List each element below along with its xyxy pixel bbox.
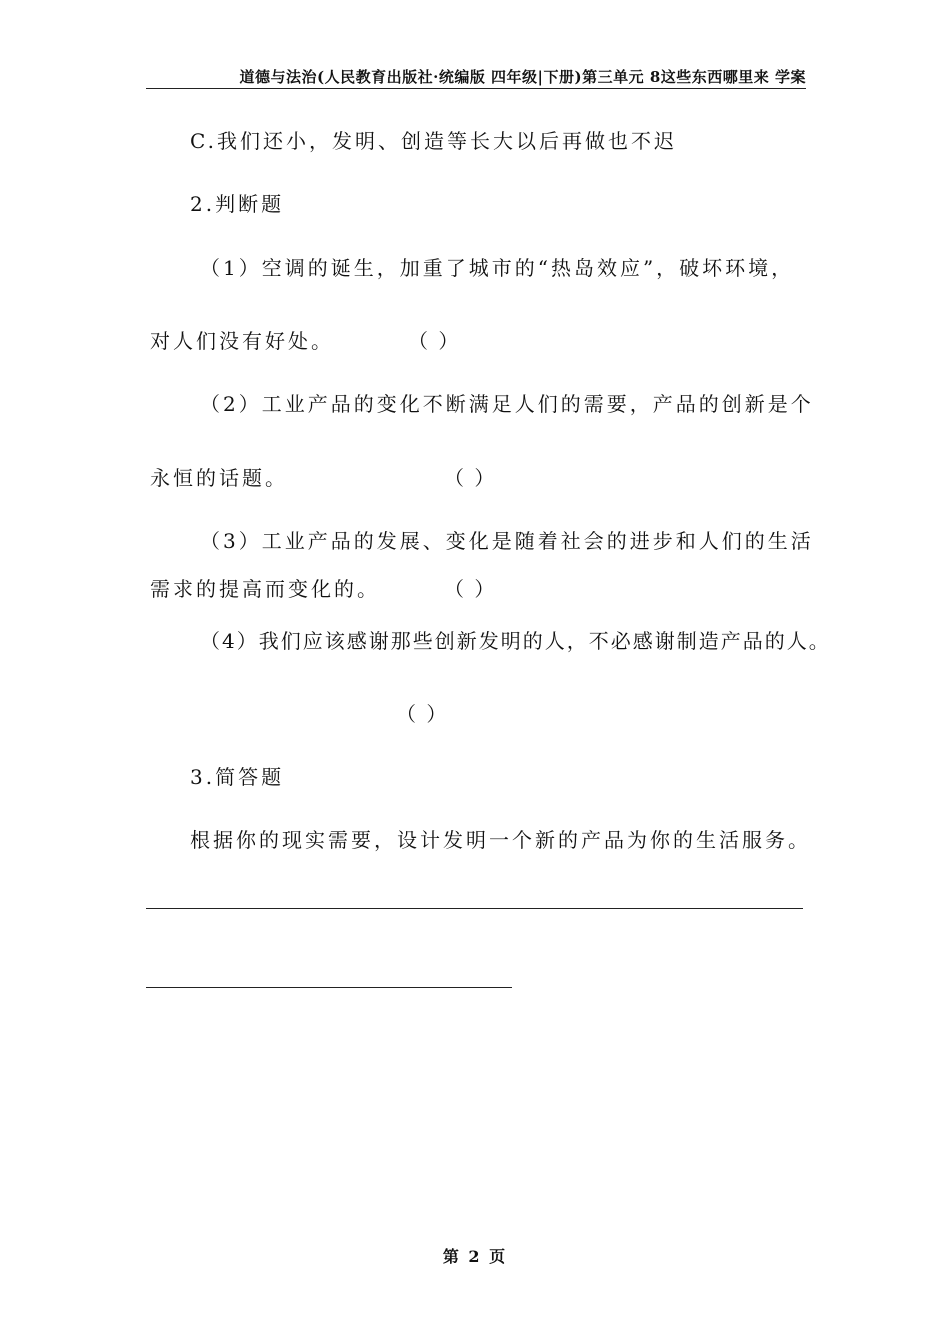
answer-bracket-1[interactable]: （ ） [408,329,461,353]
question-3-line-1: （3）工业产品的发展、变化是随着社会的进步和人们的生活 [200,529,814,553]
question-4-line-1: （4）我们应该感谢那些创新发明的人，不必感谢制造产品的人。 [200,629,831,653]
answer-bracket-3[interactable]: （ ） [444,577,497,601]
answer-bracket-4[interactable]: （ ） [396,702,449,726]
option-c: C.我们还小，发明、创造等长大以后再做也不迟 [190,129,677,153]
page-number: 第 2 页 [442,1247,508,1266]
answer-line-2[interactable] [146,987,512,988]
question-1-line-2: 对人们没有好处。 [150,329,334,353]
question-5-text: 根据你的现实需要，设计发明一个新的产品为你的生活服务。 [190,828,811,852]
question-2-line-1: （2）工业产品的变化不断满足人们的需要，产品的创新是个 [200,392,814,416]
question-1-line-1: （1）空调的诞生，加重了城市的“热岛效应”，破坏环境， [200,256,795,280]
page-header: 道德与法治(人民教育出版社·统编版 四年级|下册)第三单元 8这些东西哪里来 学案 [146,68,806,89]
question-2-line-2: 永恒的话题。 [150,466,288,490]
question-3-line-2: 需求的提高而变化的。 [150,577,380,601]
section-title-judgment: 2.判断题 [190,192,285,216]
answer-bracket-2[interactable]: （ ） [444,466,497,490]
answer-line-1[interactable] [146,908,803,909]
section-title-short-answer: 3.简答题 [190,765,285,789]
